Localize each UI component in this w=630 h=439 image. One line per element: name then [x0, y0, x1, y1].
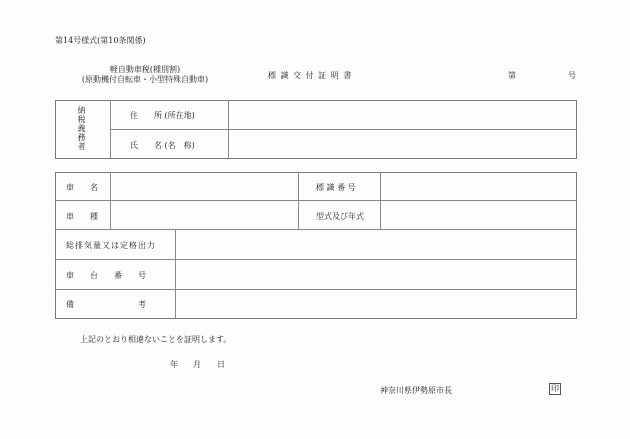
date-day: 日	[217, 360, 225, 369]
name-label: 氏 名 (名 称)	[130, 141, 195, 150]
plate-number-label: 標 識 番 号	[316, 183, 356, 192]
seal-mark: 印	[551, 384, 559, 393]
certification-text: 上記のとおり相違ないことを証明します。	[80, 335, 232, 344]
date-month: 月	[193, 360, 201, 369]
tax-title-line1: 軽自動車税(種別割)	[109, 65, 181, 74]
plate-number-field[interactable]	[381, 173, 576, 200]
displacement-field[interactable]	[176, 230, 576, 259]
tax-title-line2: (原動機付自転車・小型特殊自動車)	[81, 75, 209, 84]
issuer-name: 神奈川県伊勢原市長	[380, 386, 452, 395]
vehicle-type-label: 車 種	[66, 212, 98, 221]
chassis-number-label: 車 台 番 号	[66, 271, 146, 280]
date-year: 年	[170, 360, 178, 369]
form-number: 第14号様式(第10条関係)	[55, 36, 146, 45]
vehicle-type-field[interactable]	[111, 201, 297, 229]
vehicle-name-label: 車 名	[66, 183, 98, 192]
name-field[interactable]	[229, 130, 576, 158]
remarks-label: 備 考	[66, 300, 146, 309]
model-year-field[interactable]	[381, 201, 576, 229]
number-suffix: 号	[568, 71, 576, 80]
address-field[interactable]	[229, 101, 576, 129]
taxpayer-label: 納税義務者	[77, 106, 86, 151]
model-year-label: 型式及び年式	[316, 212, 364, 221]
address-label: 住 所 (所在地)	[130, 111, 195, 120]
displacement-label: 総排気量又は定格出力	[66, 241, 156, 250]
document-title: 標 識 交 付 証 明 書	[268, 71, 353, 80]
number-prefix: 第	[508, 71, 516, 80]
remarks-field[interactable]	[176, 290, 576, 318]
chassis-number-field[interactable]	[176, 260, 576, 289]
vehicle-name-field[interactable]	[111, 173, 297, 200]
